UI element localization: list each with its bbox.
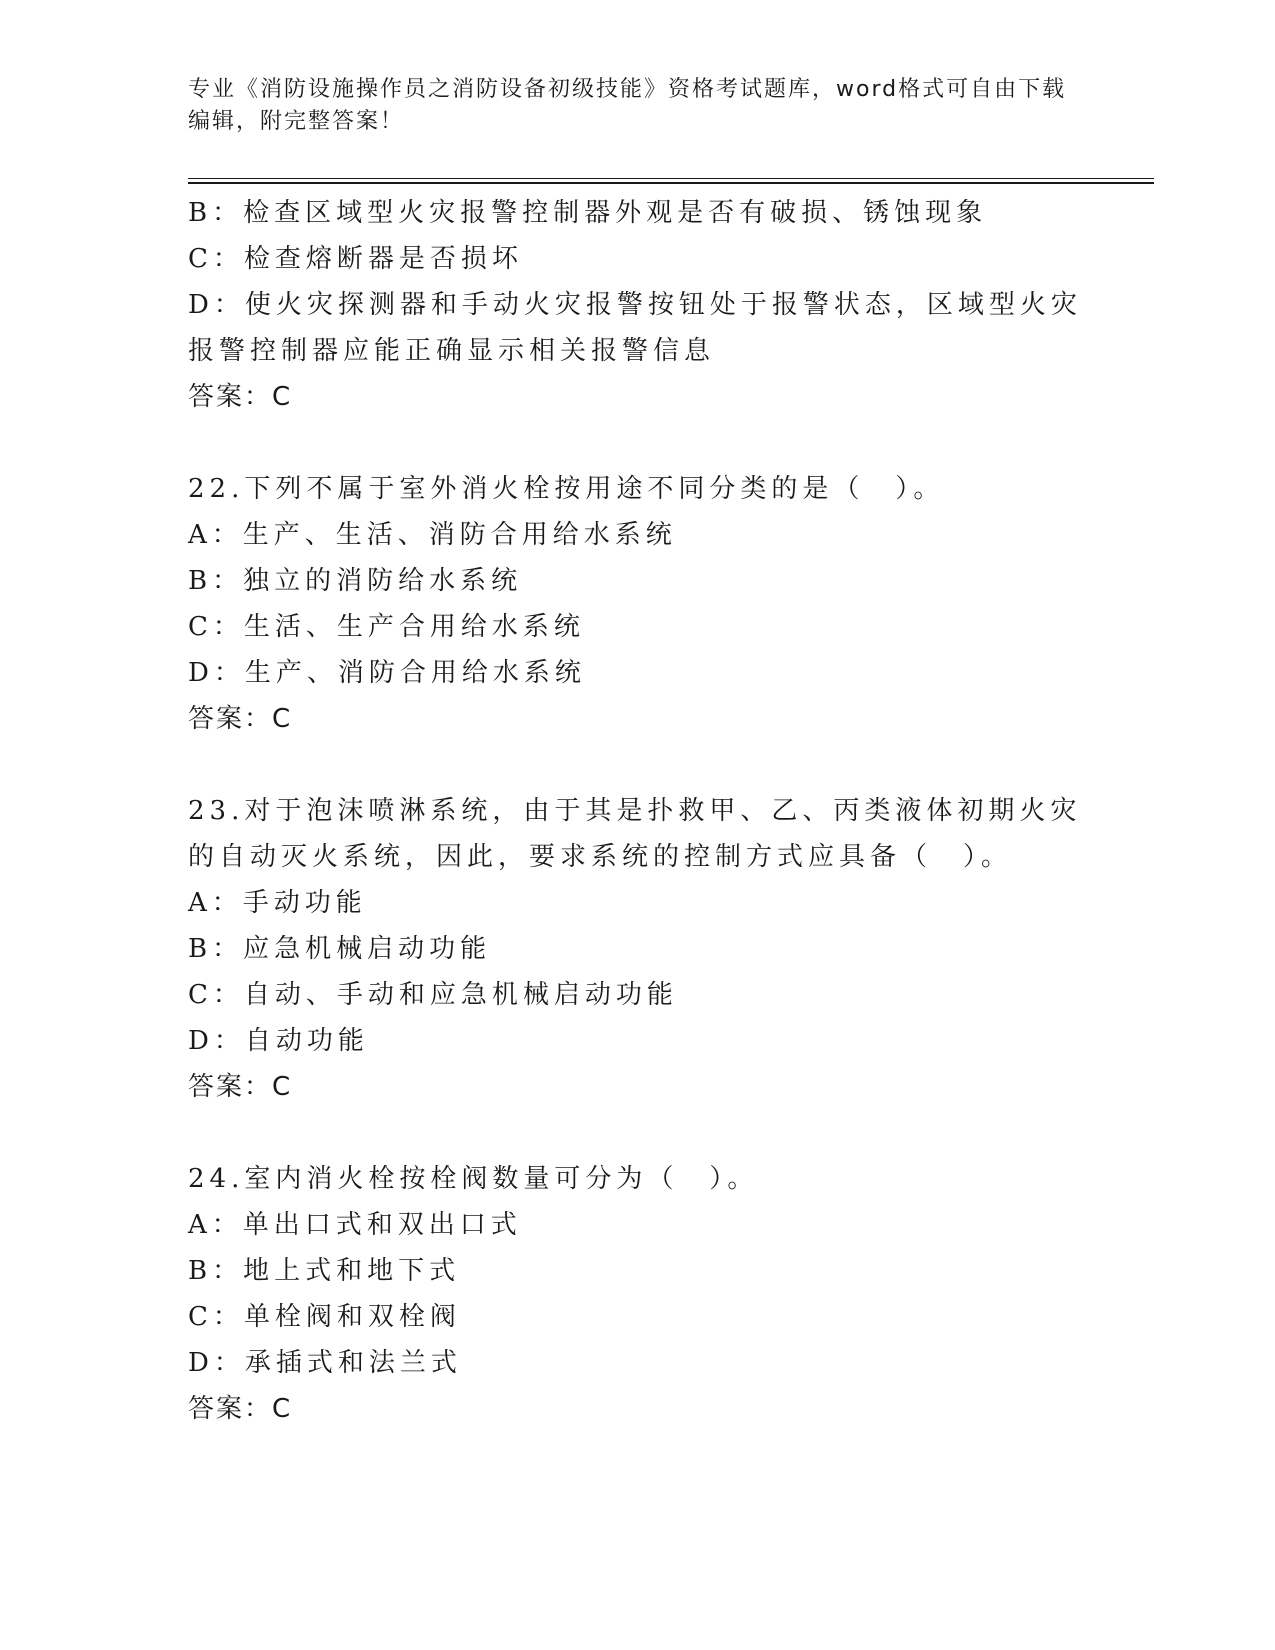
option-d: D：自动功能: [188, 1026, 369, 1056]
spacer: [188, 420, 1088, 466]
option-b: B：应急机械启动功能: [188, 934, 492, 964]
option-a: A：单出口式和双出口式: [188, 1210, 522, 1240]
header-rule-thick: [188, 182, 1154, 184]
spacer: [188, 1110, 1088, 1156]
question-stem: 22.下列不属于室外消火栓按用途不同分类的是（ ）。: [188, 474, 945, 504]
answer-line: 答案：C: [188, 382, 293, 412]
answer-line: 答案：C: [188, 1072, 293, 1102]
question-stem: 24.室内消火栓按栓阀数量可分为（ ）。: [188, 1164, 759, 1194]
question-block-22: [188, 466, 1088, 742]
option-d: D：生产、消防合用给水系统: [188, 658, 586, 688]
question-stem: 23.对于泡沫喷淋系统，由于其是扑救甲、乙、丙类液体初期火灾的自动灭火系统，因此，要求系统的控制方式应具备（ ）。: [188, 796, 1082, 872]
option-b: B：检查区域型火灾报警控制器外观是否有破损、锈蚀现象: [188, 198, 988, 228]
question-block-24: [188, 1156, 1088, 1432]
option-d: D：承插式和法兰式: [188, 1348, 462, 1378]
spacer: [188, 742, 1088, 788]
answer-line: 答案：C: [188, 704, 293, 734]
option-b: B：独立的消防给水系统: [188, 566, 523, 596]
option-b: B：地上式和地下式: [188, 1256, 461, 1286]
option-c: C：自动、手动和应急机械启动功能: [188, 980, 678, 1010]
option-d: D：使火灾探测器和手动火灾报警按钮处于报警状态，区域型火灾报警控制器应能正确显示相关报警信息: [188, 290, 1082, 366]
question-block-23: [188, 788, 1088, 1110]
header-rule-thin: [188, 178, 1154, 179]
answer-line: 答案：C: [188, 1394, 293, 1424]
option-c: C：单栓阀和双栓阀: [188, 1302, 461, 1332]
option-a: A：手动功能: [188, 888, 367, 918]
option-a: A：生产、生活、消防合用给水系统: [188, 520, 677, 550]
option-c: C：检查熔断器是否损坏: [188, 244, 523, 274]
question-block-21: [188, 190, 1088, 420]
document-header: 专业《消防设施操作员之消防设备初级技能》资格考试题库，word格式可自由下载编辑，附完整答案！: [188, 77, 1067, 134]
question-content: [188, 190, 1088, 1432]
option-c: C：生活、生产合用给水系统: [188, 612, 585, 642]
